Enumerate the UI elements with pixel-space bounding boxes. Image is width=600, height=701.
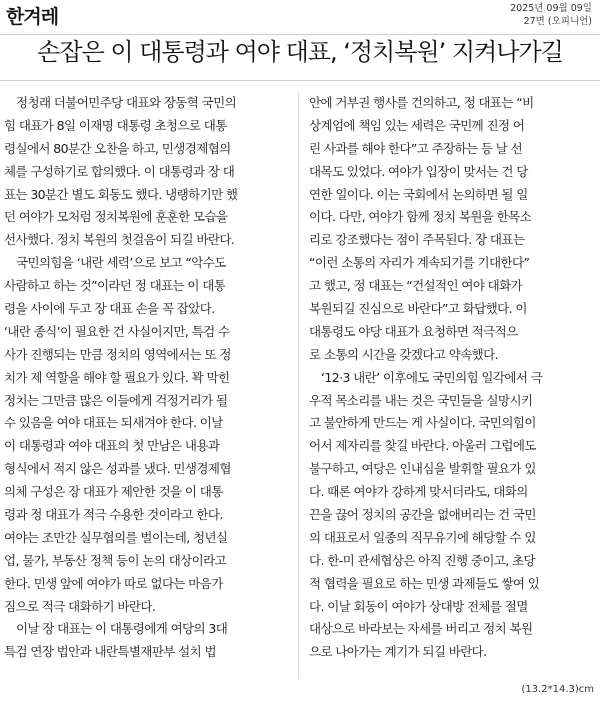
- body-text-line: “이런 소통의 자리가 계속되기를 기대한다”: [309, 255, 530, 271]
- article-right-column: [309, 92, 596, 664]
- body-text-line: 짐으로 적극 대화하기 바란다.: [4, 598, 156, 614]
- body-text-line: 한다. 민생 앞에 여야가 따로 없다는 마음가: [4, 575, 223, 591]
- body-text-line: ‘12·3 내란’ 이후에도 국민의힘 일각에서 극: [321, 369, 543, 385]
- body-text-line: 다. 때론 여야가 강하게 맞서더라도, 대화의: [309, 484, 528, 500]
- body-text-line: 상계엄에 책임 있는 세력은 국민께 진정 어: [309, 117, 525, 133]
- body-text-line: 이 대통령과 여야 대표의 첫 만남은 내용과: [4, 438, 220, 454]
- body-text-line: 린 사과를 해야 한다”고 주장하는 등 날 선: [309, 140, 523, 156]
- body-text-line: 의 대표로서 일종의 직무유기에 해당할 수 있: [309, 529, 536, 545]
- body-text-line: 이날 장 대표는 이 대통령에게 여당의 3대: [16, 621, 228, 637]
- body-text-line: 치가 제 역할을 해야 할 필요가 있다. 꽉 막힌: [4, 369, 230, 385]
- body-text-line: 끈을 끊어 정치의 공간을 없애버리는 건 국민: [309, 507, 536, 523]
- body-text-line: 사가 진행되는 만큼 정치의 영역에서는 또 정: [4, 346, 231, 362]
- body-text-line: 대통령도 야당 대표가 요청하면 적극적으: [309, 323, 518, 339]
- body-text-line: 특검 연장 법안과 내란특별재판부 설치 법: [4, 644, 216, 660]
- body-text-line: 령을 사이에 두고 장 대표 손을 꼭 잡았다.: [4, 301, 215, 317]
- body-text-line: 국민의힘을 ‘내란 세력’으로 보고 “악수도: [16, 255, 226, 271]
- body-text-line: 으로 나아가는 계기가 되길 바란다.: [309, 644, 487, 660]
- page-section: 27면 (오피니언): [523, 16, 592, 27]
- body-text-line: 복원되길 진심으로 바란다”고 화답했다. 이: [309, 301, 527, 317]
- body-text-line: 수 있음을 여야 대표는 되새겨야 한다. 이날: [4, 415, 223, 431]
- article-size-note: (13.2*14.3)cm: [521, 684, 594, 695]
- body-text-line: 적 협력을 필요로 하는 민생 과제들도 쌓여 있: [309, 575, 540, 591]
- article-left-column: [4, 92, 291, 664]
- body-text-line: 다. 이날 회동이 여야가 상대방 전체를 절멸: [309, 598, 528, 614]
- body-text-line: 표는 30분간 별도 회동도 했다. 냉랭하기만 했: [4, 186, 238, 202]
- body-text-line: 이다. 다만, 여야가 함께 정치 복원을 한목소: [309, 209, 532, 225]
- body-text-line: 우적 목소리를 내는 것은 국민들을 실망시키: [309, 392, 533, 408]
- body-text-line: 리로 강조했다는 점이 주목된다. 장 대표는: [309, 232, 525, 248]
- body-text-line: 힘 대표가 8일 이재명 대통령 초청으로 대통: [4, 117, 227, 133]
- body-text-line: 사람하고 하는 것”이라던 정 대표는 이 대통: [4, 278, 226, 294]
- edition-info: [510, 2, 592, 28]
- body-text-line: 고 불안하게 만드는 게 사실이다. 국민의힘이: [309, 415, 536, 431]
- body-text-line: 불구하고, 여당은 인내심을 발휘할 필요가 있: [309, 461, 536, 477]
- article-title: 손잡은 이 대통령과 여야 대표, ‘정치복원’ 지켜나가길: [37, 38, 563, 66]
- body-text-line: 정청래 더불어민주당 대표와 장동혁 국민의: [16, 95, 237, 110]
- body-text-line: 선사했다. 정치 복원의 첫걸음이 되길 바란다.: [4, 232, 235, 248]
- body-text-line: 고 했고, 정 대표는 “건설적인 여야 대화가: [309, 278, 523, 294]
- body-text-line: 던 여야가 모처럼 정치복원에 훈훈한 모습을: [4, 209, 228, 225]
- body-text-line: 안에 거부권 행사를 건의하고, 정 대표는 “비: [309, 95, 534, 110]
- body-text-line: 체를 구성하기로 합의했다. 이 대통령과 장 대: [4, 163, 235, 179]
- body-text-line: 업, 물가, 부동산 정책 등이 논의 대상이라고: [4, 552, 227, 568]
- body-text-line: 다. 한-미 관세협상은 아직 진행 중이고, 초당: [309, 552, 535, 568]
- header-divider: [0, 34, 600, 35]
- body-text-line: 의체 구성은 장 대표가 제안한 것을 이 대통: [4, 484, 223, 500]
- newspaper-masthead: 한겨레: [6, 6, 59, 28]
- body-text-line: 연한 일이다. 이는 국회에서 논의하면 될 일: [309, 186, 528, 202]
- body-text-line: 여야는 조만간 실무협의를 벌이는데, 청년실: [4, 529, 228, 545]
- body-text-line: 형식에서 적지 않은 성과를 냈다. 민생경제협: [4, 461, 231, 477]
- body-text-line: 령과 정 대표가 적극 수용한 것이라고 한다.: [4, 507, 223, 523]
- body-text-line: 대상으로 바라보는 자세를 버리고 정치 복원: [309, 621, 533, 637]
- body-text-line: 로 소통의 시간을 갖겠다고 약속했다.: [309, 346, 498, 362]
- title-divider: [0, 80, 600, 81]
- publication-date: 2025년 09월 09일: [510, 3, 592, 14]
- body-text-line: 령실에서 80분간 오찬을 하고, 민생경제협의: [4, 140, 231, 156]
- column-divider: [298, 92, 299, 678]
- body-text-line: 대목도 있었다. 여야가 입장이 맞서는 건 당: [309, 163, 528, 179]
- body-text-line: 정치는 그만큼 많은 이들에게 걱정거리가 될: [4, 392, 228, 408]
- page-header: [0, 0, 600, 34]
- body-text-line: 어서 제자리를 찾길 바란다. 아울러 그럽에도: [309, 438, 536, 454]
- body-text-line: ‘내란 종식’이 필요한 건 사실이지만, 특검 수: [4, 323, 230, 339]
